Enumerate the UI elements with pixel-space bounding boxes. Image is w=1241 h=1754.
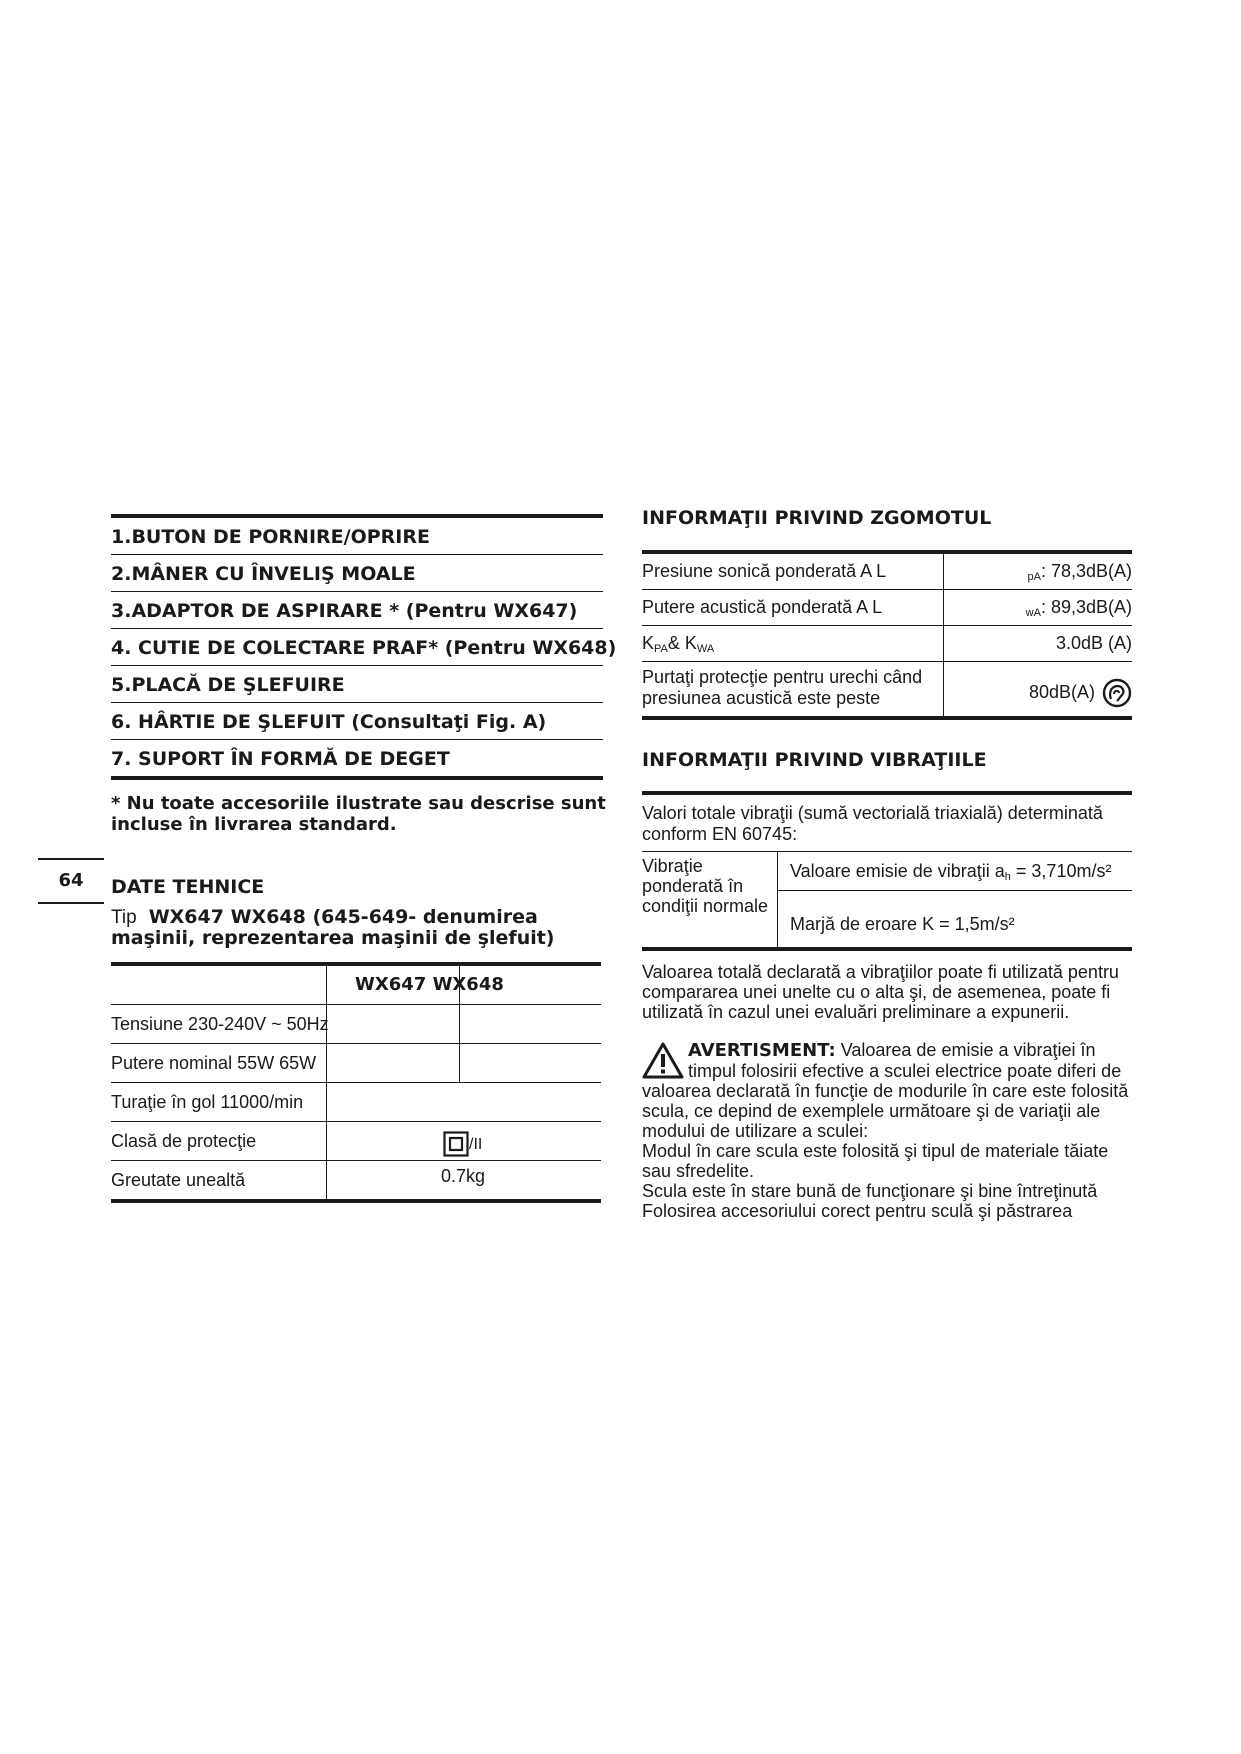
noise-row-value-text: : 89,3dB(A) <box>1040 597 1132 617</box>
noise-table-divider <box>943 554 944 589</box>
warning-label: AVERTISMENT: <box>688 1040 836 1061</box>
protection-class-text: /II <box>469 1136 483 1153</box>
ear-protection-icon <box>1102 678 1132 708</box>
tech-type-text: WX647 WX648 (645-649- denumirea maşinii, reprezentarea maşinii de şlefuit) <box>111 906 555 949</box>
noise-table-divider <box>943 590 944 625</box>
emission-subscript: h <box>1004 871 1011 883</box>
noise-row-label: Purtaţi protecţie pentru urechi când presiunea acustică este peste <box>642 667 923 708</box>
tech-table-divider <box>459 1044 460 1082</box>
noise-heading: INFORMAŢII PRIVIND ZGOMOTUL <box>642 507 992 529</box>
k-symbol: K <box>642 633 655 653</box>
tech-table-header: WX647 WX648 <box>355 974 504 995</box>
warning-block <box>642 1040 1142 1221</box>
parts-list-item: 7. SUPORT ÎN FORMĂ DE DEGET <box>111 740 603 780</box>
page-number: 64 <box>38 858 104 904</box>
tech-table-row <box>111 1161 601 1203</box>
vibration-table <box>642 791 1132 951</box>
warning-text: Valoarea de emisie a vibraţiei în timpul folosirii efective a sculei electrice poate diferi de valoarea declarată în funcţie de modurile în care este folosită scula, ce depind de exemplele următoare şi de variaţii ale modului de utilizare a sculei: <box>642 1040 1129 1141</box>
noise-row-value: 3.0dB (A) <box>1055 633 1132 653</box>
noise-row <box>642 554 1132 590</box>
emission-label: Valoare emisie de vibraţii a <box>790 861 1005 881</box>
tech-type-line <box>111 907 606 949</box>
double-insulation-icon <box>443 1131 469 1157</box>
parts-list-item: 3.ADAPTOR DE ASPIRARE * (Pentru WX647) <box>111 592 603 629</box>
tech-row-label: Turaţie în gol 11000/min <box>111 1092 304 1112</box>
noise-row-label: Putere acustică ponderată A L <box>642 597 883 617</box>
warning-triangle-icon <box>642 1042 684 1080</box>
tech-table-divider <box>326 1122 327 1160</box>
parts-list-item: 6. HÂRTIE DE ŞLEFUIT (Consultaţi Fig. A) <box>111 703 603 740</box>
tech-type-prefix: Tip <box>111 907 137 928</box>
noise-uncertainty-label <box>642 633 714 660</box>
noise-table-divider <box>943 626 944 661</box>
noise-table <box>642 550 1132 720</box>
vibration-emission-value <box>778 852 1132 891</box>
tech-table-row <box>111 1044 601 1083</box>
noise-row-label: Presiune sonică ponderată A L <box>642 561 887 581</box>
noise-row <box>642 590 1132 626</box>
noise-row-subscript: pA <box>1027 571 1041 583</box>
tech-row-label: Clasă de protecţie <box>111 1131 257 1151</box>
tech-data-heading: DATE TEHNICE <box>111 876 265 898</box>
tech-table-row <box>111 1005 601 1044</box>
noise-table-divider <box>943 662 944 716</box>
parts-list <box>111 514 617 780</box>
k-subscript: WA <box>696 643 715 655</box>
vibration-paragraph: Valoarea totală declarată a vibraţiilor poate fi utilizată pentru compararea unei unelte cu o alta şi, de asemenea, poate fi utilizată în cazul unei evaluări preliminare a expunerii. <box>642 962 1119 1022</box>
warning-bullet: Modul în care scula este folosită şi tipul de materiale tăiate sau sfredelite. <box>642 1141 1109 1181</box>
vibration-table-body <box>642 852 1132 947</box>
parts-list-item: 2.MÂNER CU ÎNVELIŞ MOALE <box>111 555 603 592</box>
noise-row-value <box>1026 597 1132 624</box>
tech-table-divider <box>326 1044 327 1082</box>
vibration-heading: INFORMAŢII PRIVIND VIBRAŢIILE <box>642 749 987 771</box>
noise-row-value <box>1027 561 1132 588</box>
emission-number: = 3,710m/s² <box>1010 861 1112 881</box>
tool-weight-value: 0.7kg <box>441 1166 486 1186</box>
tech-table-divider <box>326 1161 327 1199</box>
tech-table-row <box>111 1122 601 1161</box>
tech-table-divider <box>326 966 327 1004</box>
warning-bullet: Scula este în stare bună de funcţionare şi bine întreţinută <box>642 1181 1098 1201</box>
accessory-note: * Nu toate accesoriile ilustrate sau descrise sunt incluse în livrarea standard. <box>111 793 606 835</box>
noise-row-value-text: : 78,3dB(A) <box>1040 561 1132 581</box>
vibration-error-margin: Marjă de eroare K = 1,5m/s² <box>790 914 1015 934</box>
tech-table <box>111 962 601 1203</box>
noise-row <box>642 662 1132 716</box>
tech-row-label: Tensiune 230-240V ~ 50Hz <box>111 1014 329 1034</box>
noise-row-subscript: wA <box>1025 607 1041 619</box>
k-symbol: & K <box>667 633 697 653</box>
parts-list-item: 4. CUTIE DE COLECTARE PRAF* (Pentru WX648) <box>111 629 603 666</box>
parts-list-item: 1.BUTON DE PORNIRE/OPRIRE <box>111 518 603 555</box>
parts-list-item: 5.PLACĂ DE ŞLEFUIRE <box>111 666 603 703</box>
noise-row <box>642 626 1132 662</box>
noise-row-value <box>1029 678 1132 708</box>
tech-table-row <box>111 1083 601 1122</box>
tech-row-label: Greutate unealtă <box>111 1170 246 1190</box>
tech-table-divider <box>326 1083 327 1121</box>
tech-row-label: Putere nominal 55W 65W <box>111 1053 317 1073</box>
warning-bullet: Folosirea accesoriului corect pentru sculă şi păstrarea <box>642 1201 1073 1221</box>
noise-threshold-value: 80dB(A) <box>1028 681 1095 702</box>
vibration-condition-label: Vibraţie ponderată în condiţii normale <box>642 856 769 916</box>
k-subscript: PA <box>654 643 668 655</box>
vibration-intro: Valori totale vibraţii (sumă vectorială triaxială) determinată conform EN 60745: <box>642 795 1132 852</box>
tech-table-header-row <box>111 962 601 1005</box>
